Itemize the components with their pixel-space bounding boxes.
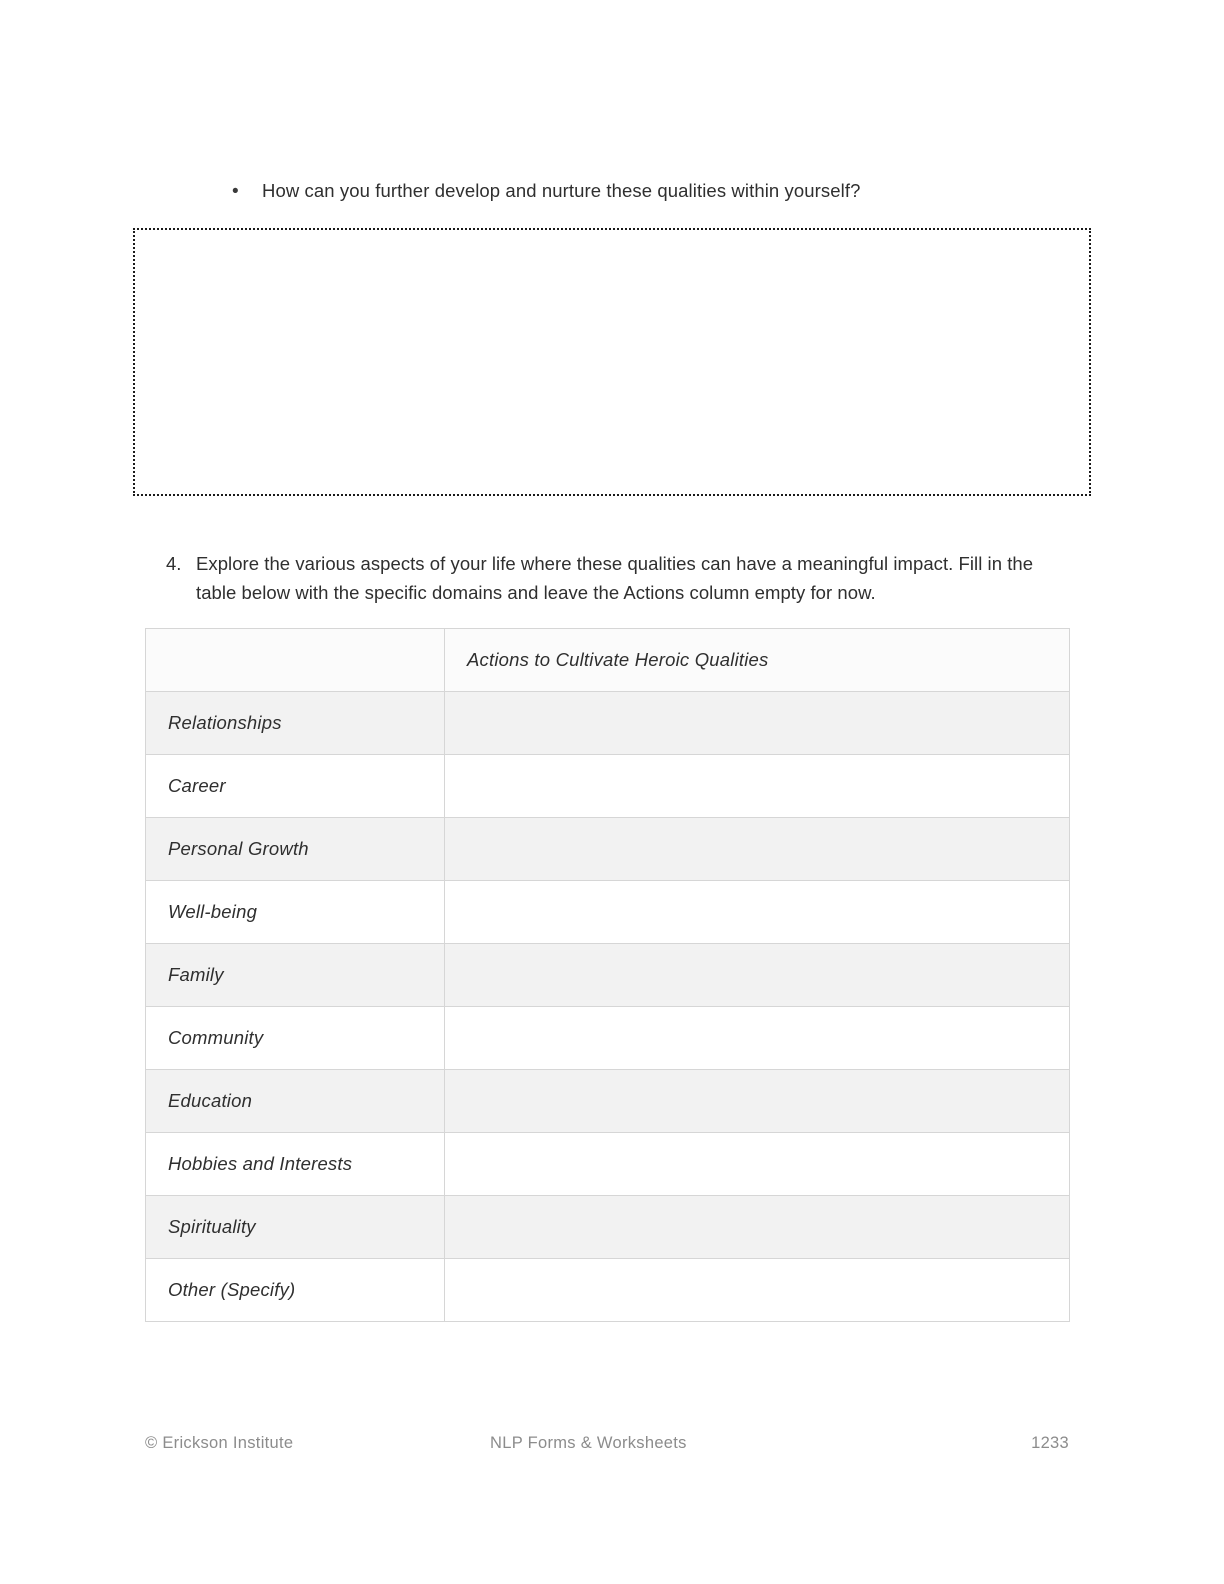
footer-copyright: © Erickson Institute xyxy=(145,1434,294,1452)
table-row xyxy=(146,692,1070,755)
answer-input-box[interactable] xyxy=(133,228,1091,496)
domain-label: Other (Specify) xyxy=(146,1259,445,1322)
numbered-instruction-text: Explore the various aspects of your life where these qualities can have a meaningful impact. Fill in the table below with the specific domains and leave the Actions column empty for now. xyxy=(196,553,1034,603)
table-row xyxy=(146,1133,1070,1196)
bullet-question-text: How can you further develop and nurture these qualities within yourself? xyxy=(262,180,861,201)
bullet-marker-icon: • xyxy=(232,181,239,202)
table-row xyxy=(146,1259,1070,1322)
life-domains-table xyxy=(145,628,1070,1322)
actions-cell[interactable] xyxy=(445,1133,1070,1196)
table-header-row xyxy=(146,629,1070,692)
domain-label: Career xyxy=(146,755,445,818)
actions-cell[interactable] xyxy=(445,1259,1070,1322)
actions-cell[interactable] xyxy=(445,818,1070,881)
table-row xyxy=(146,881,1070,944)
page-footer xyxy=(145,1434,1069,1460)
table-row xyxy=(146,944,1070,1007)
footer-page-number: 1233 xyxy=(1031,1434,1069,1452)
domain-label: Hobbies and Interests xyxy=(146,1133,445,1196)
domain-label: Relationships xyxy=(146,692,445,755)
actions-cell[interactable] xyxy=(445,755,1070,818)
table-row xyxy=(146,818,1070,881)
table-row xyxy=(146,1070,1070,1133)
list-number: 4. xyxy=(166,553,182,574)
header-actions: Actions to Cultivate Heroic Qualities xyxy=(445,629,1070,692)
domain-label: Personal Growth xyxy=(146,818,445,881)
actions-cell[interactable] xyxy=(445,692,1070,755)
table-row xyxy=(146,1196,1070,1259)
actions-cell[interactable] xyxy=(445,1007,1070,1070)
actions-cell[interactable] xyxy=(445,1196,1070,1259)
domain-label: Community xyxy=(146,1007,445,1070)
domain-label: Education xyxy=(146,1070,445,1133)
domain-label: Family xyxy=(146,944,445,1007)
domain-label: Spirituality xyxy=(146,1196,445,1259)
table-row xyxy=(146,755,1070,818)
actions-cell[interactable] xyxy=(445,944,1070,1007)
table-row xyxy=(146,1007,1070,1070)
actions-cell[interactable] xyxy=(445,1070,1070,1133)
header-domain-blank xyxy=(146,629,445,692)
footer-title: NLP Forms & Worksheets xyxy=(490,1434,687,1452)
bullet-question xyxy=(232,178,1092,205)
domain-label: Well-being xyxy=(146,881,445,944)
numbered-instruction xyxy=(166,549,1076,607)
actions-cell[interactable] xyxy=(445,881,1070,944)
